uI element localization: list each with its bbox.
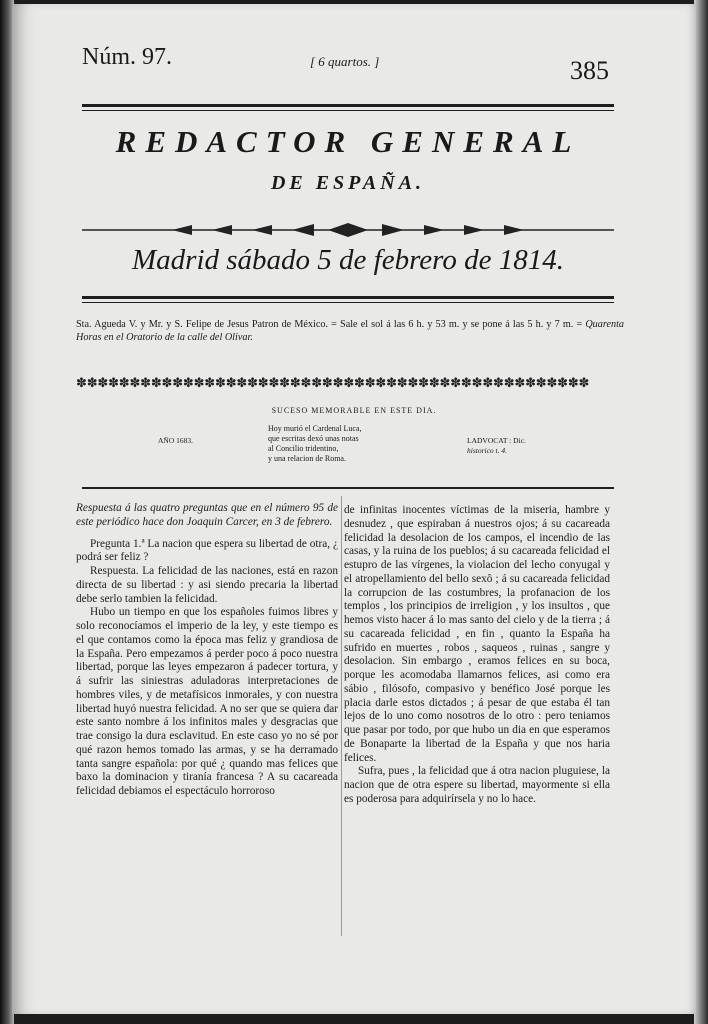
- article-left-column: [76, 502, 338, 799]
- section-rule: [82, 487, 614, 489]
- column-divider: [341, 496, 342, 936]
- date-rule-thin: [82, 302, 614, 303]
- issue-price: [ 6 quartos. ]: [310, 54, 380, 69]
- devotion-text: Quarenta Horas en el Oratorio de la calle del Olivar.: [76, 319, 624, 343]
- article-right-column: [344, 504, 610, 807]
- star-separator: ✽✽✽✽✽✽✽✽✽✽✽✽✽✽✽✽✽✽✽✽✽✽✽✽✽✽✽✽✽✽✽✽✽✽✽✽✽✽✽✽✽✽✽✽✽✽✽✽: [76, 376, 590, 390]
- suceso-heading: SUCESO MEMORABLE EN ESTE DIA.: [271, 406, 437, 415]
- masthead-title: REDACTOR GENERAL: [115, 124, 581, 159]
- suceso-line: al Concilio tridentino,: [268, 444, 339, 453]
- saints-of-the-day: [76, 318, 624, 344]
- body-paragraph: Hubo un tiempo en que los españoles fuimos libres y solo reconocíamos el imperio de la ley, y este tiempo es el que contamos como la época mas feliz y grandiosa de la España. Pero empezamos á perder poco á poco nuestra libertad, porque las leyes empezaron á padecer tortura, y á sufrir las siniestras aduladoras interpretaciones de hombres viles, y de metafísicos inmorales, y con nuestra libertad huyó nuestra felicidad. A no ser que se quiera dar este santo nombre á los infinitos males y desgracias que trae consigo la dura esclavitud. En este caso yo no sé por qué razon hemos tomado las armas, y se ha derramado tanta sangre española: por qué ¿ quando mas felices que baxo la dominacion y tiranía francesa ? A su cacareada felicidad debiamos el espectáculo horroroso: [76, 606, 338, 797]
- suceso-line: y una relacion de Roma.: [268, 454, 346, 463]
- page-number: 385: [570, 56, 609, 85]
- suceso-verse: [268, 424, 362, 464]
- source-author: LADVOCAT : Dic.: [467, 436, 526, 445]
- suceso-source: [467, 436, 526, 456]
- issue-number: Núm. 97.: [82, 44, 172, 70]
- saints-text: Sta. Agueda V. y Mr. y S. Felipe de Jesus Patron de México. = Sale el sol á las 6 h. y 53 m. y se pone á las 5 h. y 7 m. =: [76, 319, 586, 330]
- article-intro: Respuesta á las quatro preguntas que en el número 95 de este periódico hace don Joaquin Carcer, en 3 de febrero.: [76, 502, 338, 528]
- question-paragraph: Pregunta 1.ª La nacion que espera su libertad de otra, ¿ podrá ser feliz ?: [76, 537, 338, 564]
- book-edge-right: [694, 0, 708, 1024]
- answer-paragraph: Respuesta. La felicidad de las naciones, está en razon directa de su libertad : y asi siendo precaria la libertad debe serlo tambien la felicidad.: [76, 565, 338, 605]
- top-rule-thin: [82, 110, 614, 111]
- date-rule-thick: [82, 296, 614, 299]
- closing-paragraph: Sufra, pues , la felicidad que á otra nacion pluguiese, la nacion que de otra espere su libertad, mayormente si ella es poderosa para adquirírsela y no lo hace.: [344, 765, 610, 805]
- source-title: historico t. 4.: [467, 446, 508, 455]
- masthead-subtitle: DE ESPAÑA.: [270, 172, 426, 194]
- newspaper-page: [12, 4, 696, 1014]
- suceso-year: AÑO 1683.: [158, 436, 193, 445]
- dateline: Madrid sábado 5 de febrero de 1814.: [132, 244, 564, 276]
- ornamental-divider: [82, 220, 614, 240]
- top-rule-thick: [82, 104, 614, 107]
- suceso-line: que escritas dexó unas notas: [268, 434, 359, 443]
- body-continuation: de infinitas inocentes víctimas de la miseria, hambre y desnudez , que espiraban á nuestros ojos; á su cacareada felicidad la desolacion de los campos, el incendio de las casas, y la ruina de los pueblos; á su cacareada felicidad el estupro de las vírgenes, la violacion del lecho conyugal y el atropellamiento del bello sexô ; á su cacareada felicidad la corrupcion de las costumbres, la profanacion de los templos , los principios de irreligion , y los insultos , que hemos visto hacer á lo mas santo del cielo y de la tierra ; á su cacareada felicidad , en fin , quanto la España ha sufrido en muertes , robos , saqueos , ruinas , sangre y desolacion. Sin embargo , eramos felices en su boca, porque les acomodaba llamarnos felices, asi como era sábio , filósofo, compasivo y benéfico José porque les placia darle estos dictados ; á pesar de que estaba él tan lejos de lo uno como nosotros de lo otro : pero teniamos que pasar por todo, por que hubo un dia en que esperamos de Bonaparte la libertad de la España y que nos haria felices.: [344, 504, 610, 764]
- suceso-line: Hoy murió el Cardenal Luca,: [268, 424, 362, 433]
